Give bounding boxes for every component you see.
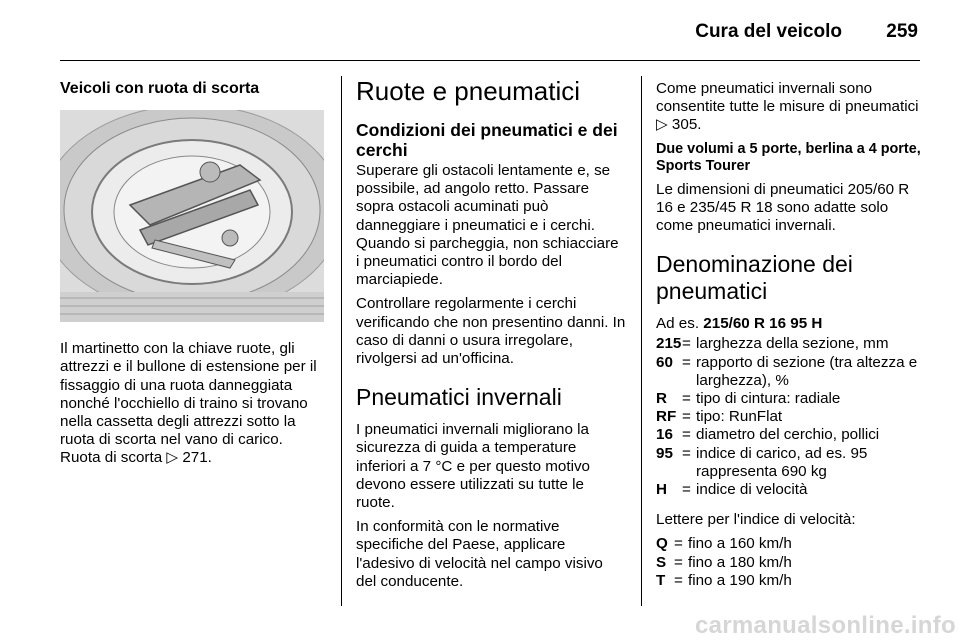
paragraph: Superare gli ostacoli lentamente e, se possibile, ad angolo retto. Passare sopra ostacoli acuminati può danneggiare i pneumatici e i cerchi. Quando si parcheggia, non schiacciare i pneumatici contro il bordo del marciapiede. [356, 162, 619, 289]
variant-heading: Due volumi a 5 porte, berlina a 4 porte, Sports Tourer [656, 140, 921, 174]
definition-key: 60 [656, 353, 673, 371]
equals-sign: = [682, 426, 691, 444]
definition-value: tipo: RunFlat [696, 408, 783, 426]
spare-wheel-drawing [60, 110, 324, 322]
speed-key: Q [656, 535, 668, 553]
column-3 [656, 80, 922, 598]
definition-value: larghezza della sezione, mm [696, 335, 889, 353]
paragraph [656, 80, 922, 135]
equals-sign: = [682, 353, 691, 371]
definition-value: rapporto di sezione (tra altezza e larghezza), % [696, 353, 918, 389]
definition-key: R [656, 390, 667, 408]
column-2 [356, 76, 626, 597]
definition-value: indice di carico, ad es. 95 rappresenta 690 kg [696, 444, 868, 480]
definition-list [656, 335, 922, 499]
section-title: Pneumatici invernali [356, 384, 562, 411]
equals-sign: = [682, 408, 691, 426]
definition-row [656, 445, 922, 481]
page-ref-arrow-icon: ▷ [656, 116, 668, 134]
cross-reference [60, 449, 328, 467]
speed-row [656, 554, 922, 572]
example-line [656, 315, 922, 333]
speed-key: T [656, 571, 666, 589]
equals-sign: = [682, 444, 691, 462]
column-1 [60, 76, 328, 474]
paragraph: Le dimensioni di pneumatici 205/60 R 16 e 235/45 R 18 sono adatte solo come pneumatici invernali. [656, 180, 910, 235]
reference-page: 271. [182, 449, 212, 467]
definition-value: indice di velocità [696, 481, 808, 499]
definition-key: H [656, 481, 667, 499]
section-title: Denominazione dei pneumatici [656, 251, 853, 305]
paragraph-text: Come pneumatici invernali sono consentite tutte le misure di pneumatici [656, 80, 919, 116]
speed-row [656, 535, 922, 553]
speed-key: S [656, 553, 667, 571]
speed-row [656, 572, 922, 590]
definition-row [656, 390, 922, 408]
header-title: Cura del veicolo [695, 21, 842, 42]
speed-value: fino a 190 km/h [688, 571, 792, 589]
paragraph: Controllare regolarmente i cerchi verificando che non presentino danni. In caso di danni o usura irregolare, rivolgersi ad un'officina. [356, 295, 626, 368]
equals-sign: = [674, 571, 683, 589]
definition-row [656, 481, 922, 499]
spare-wheel-illustration [60, 110, 324, 322]
speed-index-intro: Lettere per l'indice di velocità: [656, 511, 856, 529]
definition-key: 215 [656, 335, 682, 353]
equals-sign: = [682, 481, 691, 499]
reference-label: Ruota di scorta [60, 449, 163, 467]
paragraph: I pneumatici invernali migliorano la sicurezza di guida a temperature inferiori a 7 °C e per questo motivo devono essere utilizzati su tutte le ruote. [356, 421, 590, 512]
chapter-title: Ruote e pneumatici [356, 76, 581, 106]
definition-row [656, 335, 922, 353]
equals-sign: = [682, 390, 691, 408]
paragraph: In conformità con le normative specifiche del Paese, applicare l'adesivo di velocità nel campo visivo del conducente. [356, 518, 603, 590]
subsection-heading: Condizioni dei pneumatici e dei cerchi [356, 120, 618, 160]
speed-value: fino a 160 km/h [688, 535, 792, 553]
definition-value: tipo di cintura: radiale [696, 390, 841, 408]
page-ref-arrow-icon: ▷ [166, 449, 179, 467]
example-value: 215/60 R 16 95 H [703, 315, 823, 333]
equals-sign: = [682, 335, 691, 353]
definition-key: 16 [656, 426, 673, 444]
example-label: Ad es. [656, 315, 700, 333]
section-heading: Veicoli con ruota di scorta [60, 80, 260, 97]
definition-row [656, 408, 922, 426]
definition-value: diametro del cerchio, pollici [696, 426, 880, 444]
page-number: 259 [886, 21, 918, 42]
reference-page: 305. [671, 116, 702, 134]
definition-key: 95 [656, 444, 673, 462]
speed-value: fino a 180 km/h [688, 553, 792, 571]
speed-index-list [656, 535, 922, 590]
page-header [60, 0, 920, 61]
watermark: carmanualsonline.info [694, 612, 956, 639]
definition-row [656, 354, 922, 390]
caption-text: Il martinetto con la chiave ruote, gli attrezzi e il bullone di estensione per il fissaggio di una ruota danneggiata nonché l'occhiello di traino si trovano nella cassetta degli attrezzi sotto la ruota di scorta nel vano di carico. [60, 340, 317, 449]
column-divider [341, 76, 342, 606]
equals-sign: = [674, 535, 683, 553]
definition-row [656, 426, 922, 444]
definition-key: RF [656, 408, 677, 426]
equals-sign: = [674, 553, 683, 571]
column-divider [641, 76, 642, 606]
